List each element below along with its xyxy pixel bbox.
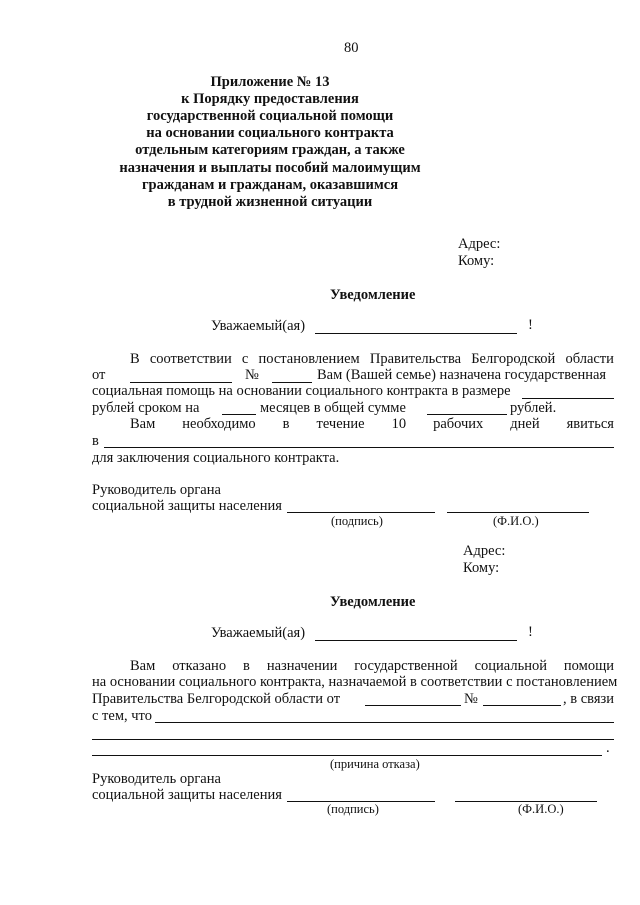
salutation: Уважаемый(ая) (211, 625, 306, 641)
amount-line[interactable] (522, 398, 614, 399)
paragraph-text: рублей сроком на (92, 400, 200, 416)
reason-line[interactable] (155, 722, 614, 723)
appendix-title: Приложение № 13 (210, 74, 330, 90)
address-label: Адрес: (463, 543, 506, 559)
paragraph-text: на основании социального контракта, назначаемой в соответствии с постановлением (92, 674, 618, 690)
signature-line[interactable] (287, 512, 435, 513)
appendix-line: на основании социального контракта (146, 125, 394, 142)
decree-number-line[interactable] (483, 705, 561, 706)
reason-line[interactable] (92, 755, 602, 756)
appendix-line: к Порядку предоставления (181, 91, 359, 108)
salutation-exclaim: ! (528, 317, 533, 333)
appendix-line: государственной социальной помощи (146, 108, 394, 125)
reason-caption: (причина отказа) (330, 757, 420, 771)
paragraph-text: Вам (Вашей семье) назначена государственная (317, 367, 607, 383)
notice-title: Уведомление (330, 287, 416, 303)
head-label: Руководитель органа (92, 771, 221, 787)
paragraph-text: для заключения социального контракта. (92, 450, 340, 466)
head-label: социальной защиты населения (92, 498, 282, 514)
fio-caption: (Ф.И.О.) (518, 802, 564, 816)
recipient-name-line[interactable] (315, 333, 517, 334)
paragraph-line: Вам отказано в назначении государственной социальной помощи (130, 658, 614, 674)
number-label: № (245, 367, 259, 383)
decree-date-line[interactable] (365, 705, 461, 706)
paragraph-text: месяцев в общей сумме (260, 400, 406, 416)
paragraph-line: В соответствии с постановлением Правительства Белгородской области (130, 351, 614, 367)
fio-line[interactable] (447, 512, 589, 513)
reason-line[interactable] (92, 739, 614, 740)
from-label: от (92, 367, 106, 383)
appendix-line: в трудной жизненной ситуации (167, 193, 373, 210)
paragraph-text: социальная помощь на основании социального контракта в размере (92, 383, 511, 399)
fio-caption: (Ф.И.О.) (493, 514, 539, 528)
head-label: социальной защиты населения (92, 787, 282, 803)
appendix-line: отдельным категориям граждан, а также (135, 142, 405, 159)
recipient-name-line[interactable] (315, 640, 517, 641)
paragraph-text: рублей. (510, 400, 557, 416)
number-label: № (464, 691, 478, 707)
paragraph-text: , в связи (563, 691, 614, 707)
salutation-exclaim: ! (528, 624, 533, 640)
office-address-line[interactable] (104, 447, 614, 448)
reason-period: . (606, 740, 610, 756)
head-label: Руководитель органа (92, 482, 221, 498)
address-label: Адрес: (458, 236, 501, 252)
paragraph-text: Правительства Белгородской области от (92, 691, 341, 707)
to-label: Кому: (463, 560, 500, 576)
salutation: Уважаемый(ая) (211, 318, 306, 334)
appendix-header (70, 74, 470, 211)
paragraph-text: с тем, что (92, 708, 152, 724)
months-line[interactable] (222, 414, 256, 415)
signature-caption: (подпись) (327, 802, 379, 816)
signature-caption: (подпись) (331, 514, 383, 528)
paragraph-text: в (92, 433, 99, 449)
notice-title: Уведомление (330, 594, 416, 610)
page-number: 80 (344, 40, 359, 56)
total-sum-line[interactable] (427, 414, 507, 415)
paragraph-line: Вам необходимо в течение 10 рабочих дней явиться (130, 416, 614, 432)
appendix-line: назначения и выплаты пособий малоимущим (119, 159, 421, 176)
to-label: Кому: (458, 253, 495, 269)
appendix-line: гражданам и гражданам, оказавшимся (141, 176, 399, 193)
